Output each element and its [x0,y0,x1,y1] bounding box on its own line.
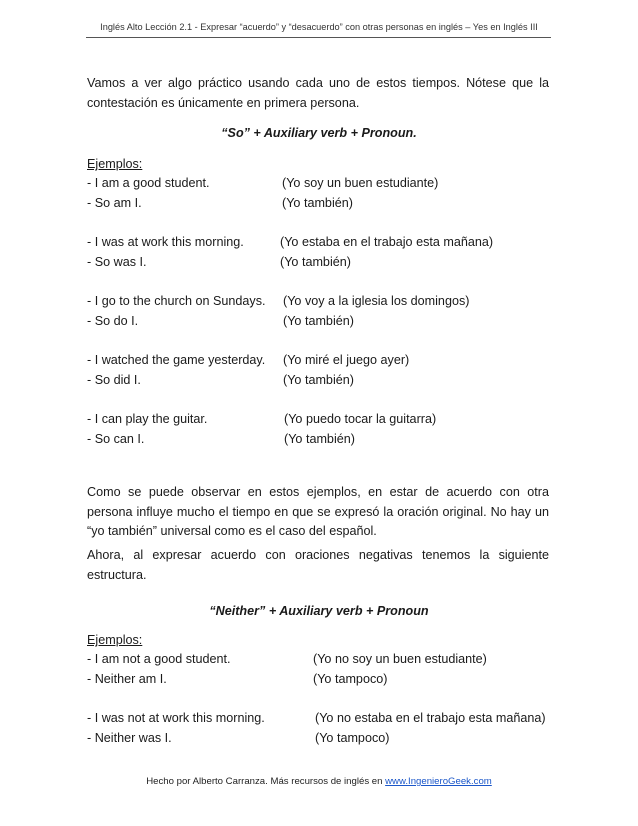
intro-paragraph: Vamos a ver algo práctico usando cada uno de estos tiempos. Nótese que la contestación es únicamente en primera persona. [87,76,549,110]
example-english: - I watched the game yesterday. [87,353,266,367]
example-spanish: (Yo puedo tocar la guitarra) [284,412,437,426]
example-row [87,350,557,370]
example-english: - I can play the guitar. [87,412,208,426]
example-spanish: (Yo no soy un buen estudiante) [313,652,487,666]
example-spanish: (Yo también) [283,373,354,387]
example-english: - I am a good student. [87,176,210,190]
page-header: Inglés Alto Lección 2.1 - Expresar “acuerdo” y “desacuerdo” con otras personas en inglés – Yes en Inglés III [100,22,538,32]
example-english: - Neither am I. [87,672,167,686]
example-english: - So do I. [87,314,139,328]
formula-so-heading: “So” + Auxiliary verb + Pronoun. [221,126,417,140]
example-row [87,708,557,728]
example-spanish: (Yo también) [282,196,353,210]
example-spanish: (Yo también) [283,314,354,328]
footer-text: Hecho por Alberto Carranza. Más recursos de inglés en [146,776,386,787]
observation-paragraph: Como se puede observar en estos ejemplos, en estar de acuerdo con otra persona influye mucho el tiempo en que se expresó la oración original. No hay un “yo también” universal como es el caso del español. [87,485,549,538]
header-divider [86,37,551,38]
formula-neither-heading: “Neither” + Auxiliary verb + Pronoun [209,604,429,618]
page-footer [0,776,638,787]
example-english: - So did I. [87,373,141,387]
example-spanish: (Yo no estaba en el trabajo esta mañana) [315,711,546,725]
example-english: - Neither was I. [87,731,172,745]
example-spanish: (Yo también) [280,255,351,269]
example-row [87,291,557,311]
example-english: - So was I. [87,255,147,269]
example-spanish: (Yo tampoco) [313,672,388,686]
example-row [87,649,557,669]
negative-intro-paragraph: Ahora, al expresar acuerdo con oraciones negativas tenemos la siguiente estructura. [87,548,549,582]
examples-label: Ejemplos: [87,157,143,171]
example-spanish: (Yo estaba en el trabajo esta mañana) [280,235,494,249]
example-english: - I was at work this morning. [87,235,244,249]
example-row [87,232,557,252]
example-english: - So can I. [87,432,145,446]
example-row [87,311,557,331]
example-row [87,669,557,689]
footer-link[interactable]: www.IngenieroGeek.com [385,776,492,787]
example-spanish: (Yo miré el juego ayer) [283,353,410,367]
example-spanish: (Yo también) [284,432,355,446]
example-row [87,429,557,449]
example-row [87,252,557,272]
examples-label: Ejemplos: [87,633,143,647]
example-row [87,370,557,390]
example-spanish: (Yo soy un buen estudiante) [282,176,439,190]
example-row [87,193,557,213]
example-row [87,173,557,193]
example-spanish: (Yo voy a la iglesia los domingos) [283,294,470,308]
example-row [87,728,557,748]
example-english: - I go to the church on Sundays. [87,294,266,308]
example-english: - I was not at work this morning. [87,711,265,725]
example-row [87,409,557,429]
example-english: - I am not a good student. [87,652,231,666]
example-english: - So am I. [87,196,142,210]
example-spanish: (Yo tampoco) [315,731,390,745]
